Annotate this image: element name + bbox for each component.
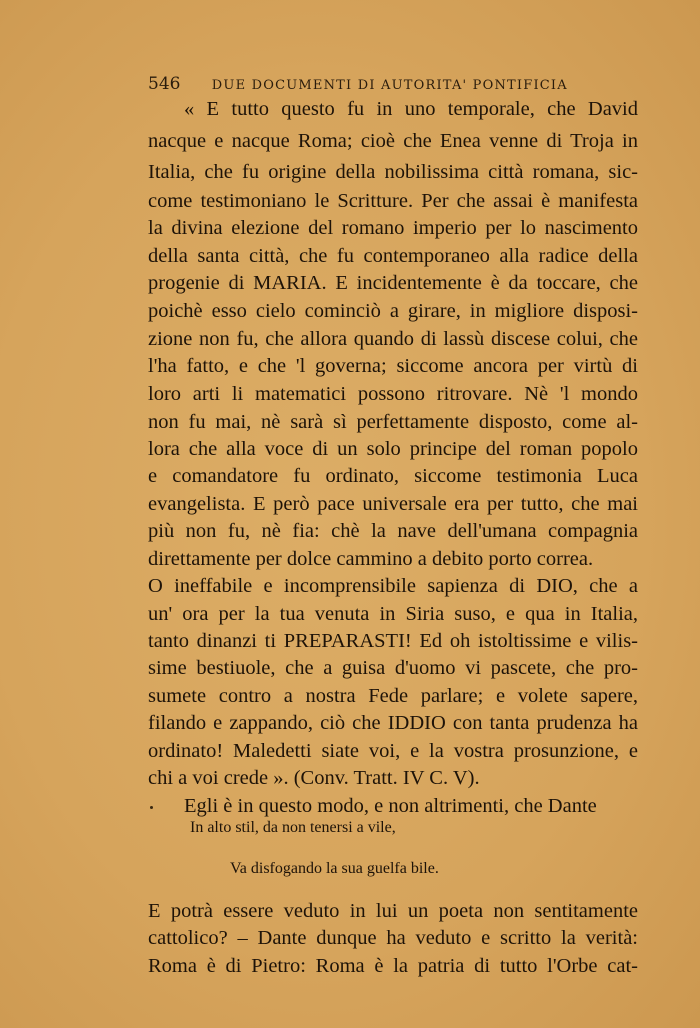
text-line: evangelista. E però pace universale era per tutto, che mai <box>148 493 638 515</box>
text-line: sumete contro a nostra Fede parlare; e volete sapere, <box>148 685 638 707</box>
text-line: filando e zappando, ciò che IDDIO con tanta prudenza ha <box>148 712 638 734</box>
text-line: sime bestiuole, che a guisa d'uomo vi pascete, che pro- <box>148 657 638 679</box>
text-line: E potrà essere veduto in lui un poeta non sentitamente <box>148 900 638 922</box>
text-line: Egli è in questo modo, e non altrimenti, che Dante <box>184 795 597 817</box>
margin-mark <box>150 806 153 809</box>
text-line: un' ora per la tua venuta in Siria suso, e qua in Italia, <box>148 603 638 625</box>
text-line: O ineffabile e incomprensibile sapienza di DIO, che a <box>148 575 638 597</box>
text-line: ordinato! Maledetti siate voi, e la vostra prosunzione, e <box>148 740 638 762</box>
text-line: l'ha fatto, e che 'l governa; siccome ancora per virtù di <box>148 355 638 377</box>
verse-line: In alto stil, da non tenersi a vile, <box>190 819 396 836</box>
text-line: lora che alla voce di un solo principe del roman popolo <box>148 438 638 460</box>
running-head <box>148 74 568 94</box>
text-line: chi a voi crede ». (Conv. Tratt. IV C. V). <box>148 767 480 789</box>
text-line: poichè esso cielo cominciò a girare, in migliore disposi- <box>148 300 638 322</box>
text-line: la divina elezione del romano imperio per lo nascimento <box>148 217 638 239</box>
text-line: loro arti li matematici possono ritrovare. Nè 'l mondo <box>148 383 638 405</box>
text-line: Roma è di Pietro: Roma è la patria di tutto l'Orbe cat- <box>148 955 638 977</box>
text-line: della santa città, che fu contemporaneo alla radice della <box>148 245 638 267</box>
text-line: Italia, che fu origine della nobilissima città romana, sic- <box>148 161 638 183</box>
running-title: DUE DOCUMENTI DI AUTORITA' PONTIFICIA <box>211 78 568 93</box>
text-line: progenie di MARIA. E incidentemente è da toccare, che <box>148 272 638 294</box>
text-line: più non fu, nè fia: chè la nave dell'umana compagnia <box>148 520 638 542</box>
text-line: cattolico? – Dante dunque ha veduto e scritto la verità: <box>148 927 638 949</box>
page-number: 546 <box>148 74 181 94</box>
text-line: zione non fu, che allora quando di lassù discese colui, che <box>148 328 638 350</box>
text-line: direttamente per dolce cammino a debito porto correa. <box>148 548 594 570</box>
text-line: « E tutto questo fu in uno temporale, che David <box>184 98 638 120</box>
verse-line: Va disfogando la sua guelfa bile. <box>230 860 439 877</box>
text-line: tanto dinanzi ti PREPARASTI! Ed oh istoltissime e vilis- <box>148 630 638 652</box>
text-line: come testimoniano le Scritture. Per che assai è manifesta <box>148 190 638 212</box>
text-line: non fu mai, nè sarà sì perfettamente disposto, come al- <box>148 411 638 433</box>
text-line: e comandatore fu ordinato, siccome testimonia Luca <box>148 465 638 487</box>
text-line: nacque e nacque Roma; cioè che Enea venne di Troja in <box>148 130 638 152</box>
